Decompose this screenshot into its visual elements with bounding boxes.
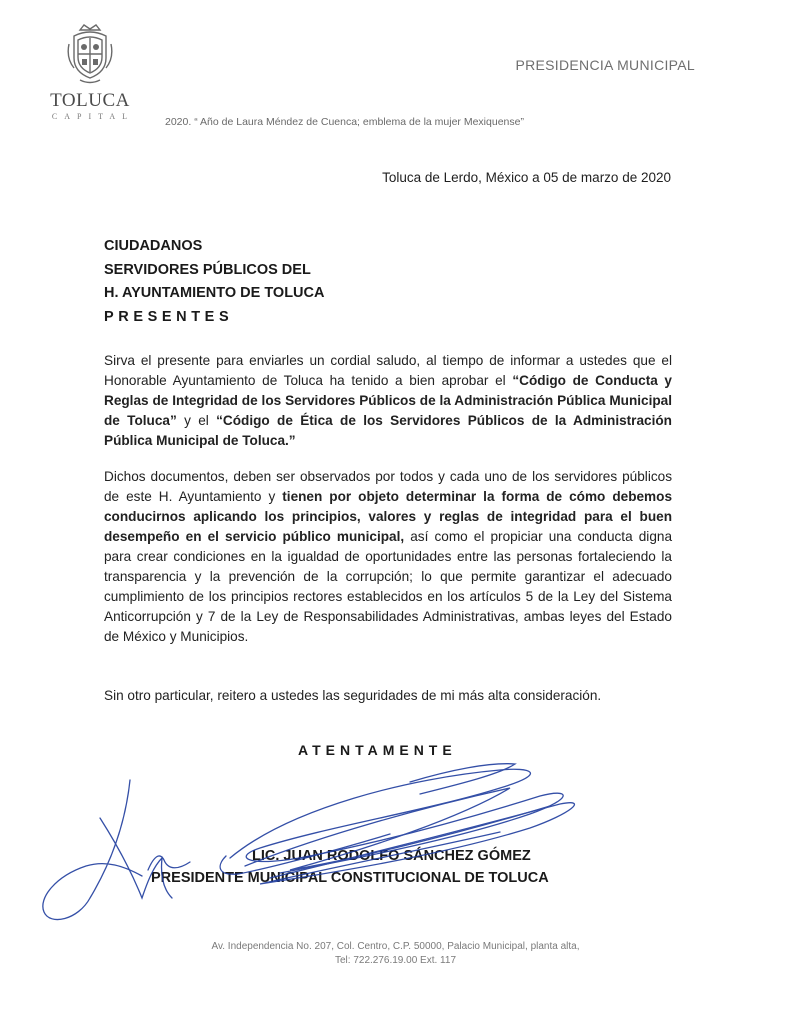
coat-of-arms-icon — [66, 22, 114, 86]
recipient-line: SERVIDORES PÚBLICOS DEL — [104, 261, 311, 278]
body-text: Sirva el presente para enviarles un cordial saludo, al tiempo de informar a ustedes que el Honorable Ayuntamiento de Toluca ha tenido a bien aprobar el — [104, 353, 672, 388]
handwritten-signature-icon — [30, 748, 650, 928]
recipient-line: CIUDADANOS — [104, 238, 203, 254]
recipients-block — [104, 235, 324, 329]
toluca-logo — [44, 22, 136, 120]
body-paragraph-1 — [104, 351, 672, 451]
recipient-line: H. AYUNTAMIENTO DE TOLUCA — [104, 285, 325, 301]
footer-address: Av. Independencia No. 207, Col. Centro, C.P. 50000, Palacio Municipal, planta alta, — [211, 941, 580, 952]
logo-name: TOLUCA — [50, 90, 130, 111]
body-paragraph-2 — [104, 467, 672, 647]
body-paragraph-3: Sin otro particular, reitero a ustedes las seguridades de mi más alta consideración. — [104, 688, 602, 703]
body-text: Dichos documentos, deben ser observados por todos y cada uno de los servidores públicos de este H. Ayuntamiento y — [104, 469, 672, 504]
signer-name: LIC. JUAN RODOLFO SÁNCHEZ GÓMEZ — [252, 848, 531, 864]
body-bold-text: “Código de Conducta y Reglas de Integridad de los Servidores Públicos de la Administración Pública Municipal de Toluca” — [104, 373, 672, 428]
body-text: y el — [176, 413, 217, 428]
logo-subtitle: CAPITAL — [51, 112, 135, 121]
body-bold-text: “Código de Ética de los Servidores Públicos de la Administración Pública Municipal de Toluca.” — [104, 413, 672, 448]
office-heading: PRESIDENCIA MUNICIPAL — [515, 57, 695, 73]
closing-word: ATENTAMENTE — [298, 742, 457, 758]
body-bold-text: tienen por objeto determinar la forma de cómo debemos conducirnos aplicando los principios, valores y reglas de integridad para el buen desempeño en el servicio público municipal, — [104, 489, 673, 544]
footer-phone: Tel: 722.276.19.00 Ext. 117 — [334, 955, 456, 966]
letter-date: Toluca de Lerdo, México a 05 de marzo de 2020 — [382, 170, 671, 185]
recipient-line: PRESENTES — [104, 308, 234, 325]
body-text: así como el propiciar una conducta digna para crear condiciones en la igualdad de oportunidades entre las personas fortaleciendo la transparencia y la prevención de la corrupción; lo que permite garantizar el adecuado cumplimiento de los principios rectores establecidos en los artículos 5 de la Ley del Sistema Anticorrupción y 7 de la Ley de Responsabilidades Administrativas, ambas leyes del Estado de México y Municipios. — [104, 529, 672, 644]
year-motto: 2020. “ Año de Laura Méndez de Cuenca; emblema de la mujer Mexiquense” — [165, 116, 524, 128]
signer-role: PRESIDENTE MUNICIPAL CONSTITUCIONAL DE TOLUCA — [151, 870, 549, 886]
footer-address-block — [0, 940, 791, 968]
